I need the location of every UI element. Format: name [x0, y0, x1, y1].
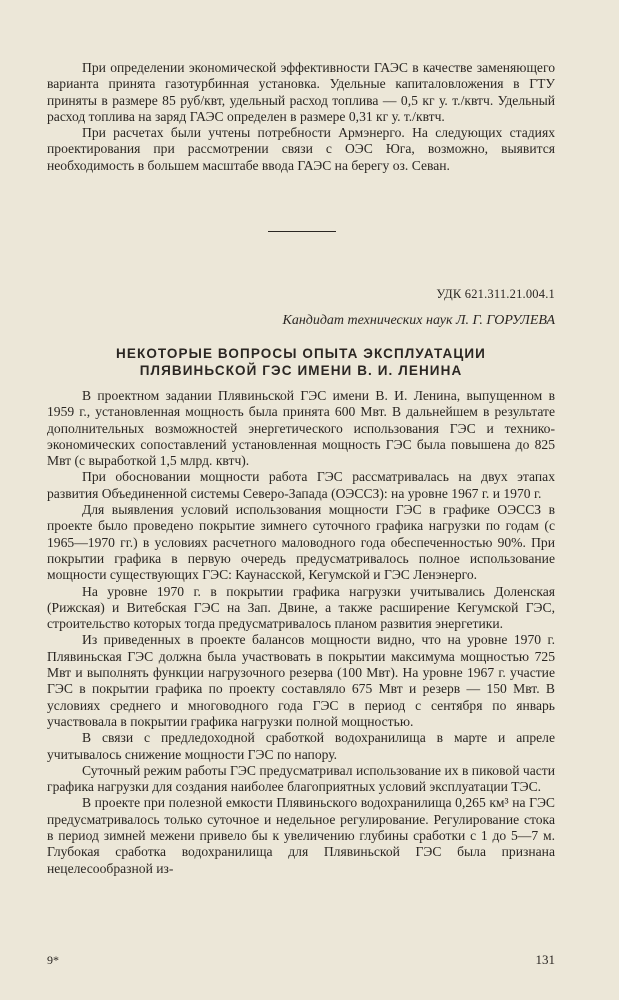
paragraph: В проектном задании Плявиньской ГЭС имени В. И. Ленина, выпущенном в 1959 г., установленная мощность была принята 600 Мвт. В дальнейшем в результате дополнительных возможностей энергетического использования ГЭС и технико-экономических сопоставлений установленная мощность ГЭС была повышена до 825 Мвт (с выработкой 1,5 млрд. квтч). [47, 388, 555, 469]
article-body [47, 388, 555, 877]
paragraph: В связи с предледоходной сработкой водохранилища в марте и апреле учитывалось снижение мощности ГЭС по напору. [47, 730, 555, 762]
title-line: НЕКОТОРЫЕ ВОПРОСЫ ОПЫТА ЭКСПЛУАТАЦИИ [116, 346, 486, 361]
paragraph: При расчетах были учтены потребности Армэнерго. На следующих стадиях проектирования при рассмотрении связи с ОЭС Юга, возможно, выявится необходимость в большем масштабе ввода ГАЭС на берегу оз. Севан. [47, 125, 555, 173]
udc-code: УДК 621.311.21.004.1 [436, 287, 555, 301]
page-number: 131 [535, 952, 555, 967]
author-line: Кандидат технических наук Л. Г. ГОРУЛЕВА [282, 313, 555, 328]
paragraph: Из приведенных в проекте балансов мощности видно, что на уровне 1970 г. Плявиньская ГЭС должна была участвовать в покрытии максимума мощностью 725 Мвт и выполнять функции нагрузочного резерва (100 Мвт). На уровне 1967 г. участие ГЭС в покрытии графика по проекту составляло 675 Мвт и резерв — 150 Мвт. В условиях среднего и многоводного года ГЭС в период с сентября по январь участвовала в покрытии графика нагрузки полной мощностью. [47, 632, 555, 729]
article-divider [268, 231, 336, 232]
paragraph: На уровне 1970 г. в покрытии графика нагрузки учитывались Доленская (Рижская) и Витебская ГЭС на Зап. Двине, а также расширение Кегумской ГЭС, строительство которых тогда предусматривалось планом развития энергетики. [47, 583, 555, 632]
paragraph: В проекте при полезной емкости Плявиньского водохранилища 0,265 км³ на ГЭС предусматривалось только суточное и недельное регулирование. Регулирование стока в период зимней межени привело бы к увеличению глубины сработки с 1 до 5—7 м. Глубокая сработка водохранилища для Плявиньской ГЭС была признана нецелесообразной из- [47, 795, 555, 876]
paragraph: При определении экономической эффективности ГАЭС в качестве заменяющего варианта принята газотурбинная установка. Удельные капиталовложения в ГТУ приняты в размере 85 руб/квт, удельный расход топлива — 0,5 кг у. т./квтч. Удельный расход топлива на заряд ГАЭС определен в размере 0,31 кг у. т./квтч. [47, 60, 555, 124]
paragraph: Суточный режим работы ГЭС предусматривал использование их в пиковой части графика нагрузки для создания наиболее благоприятных условий эксплуатации ТЭС. [47, 762, 555, 795]
signature-mark: 9* [47, 953, 59, 967]
paragraph: При обосновании мощности работа ГЭС рассматривалась на двух этапах развития Объединенной системы Северо-Запада (ОЭССЗ): на уровне 1967 г. и 1970 г. [47, 469, 555, 501]
paragraph: Для выявления условий использования мощности ГЭС в графике ОЭССЗ в проекте было проведено покрытие зимнего суточного графика нагрузки по годам (с 1965—1970 гг.) в условиях расчетного маловодного года обеспеченностью 90%. При покрытии графика в первую очередь предусматривалось полное использование мощности существующих ГЭС: Каунасской, Кегумской и ГЭС Ленэнерго. [47, 502, 555, 583]
article-title [47, 345, 555, 379]
title-line: ПЛЯВИНЬСКОЙ ГЭС ИМЕНИ В. И. ЛЕНИНА [139, 363, 463, 378]
previous-article-ending [47, 60, 555, 174]
